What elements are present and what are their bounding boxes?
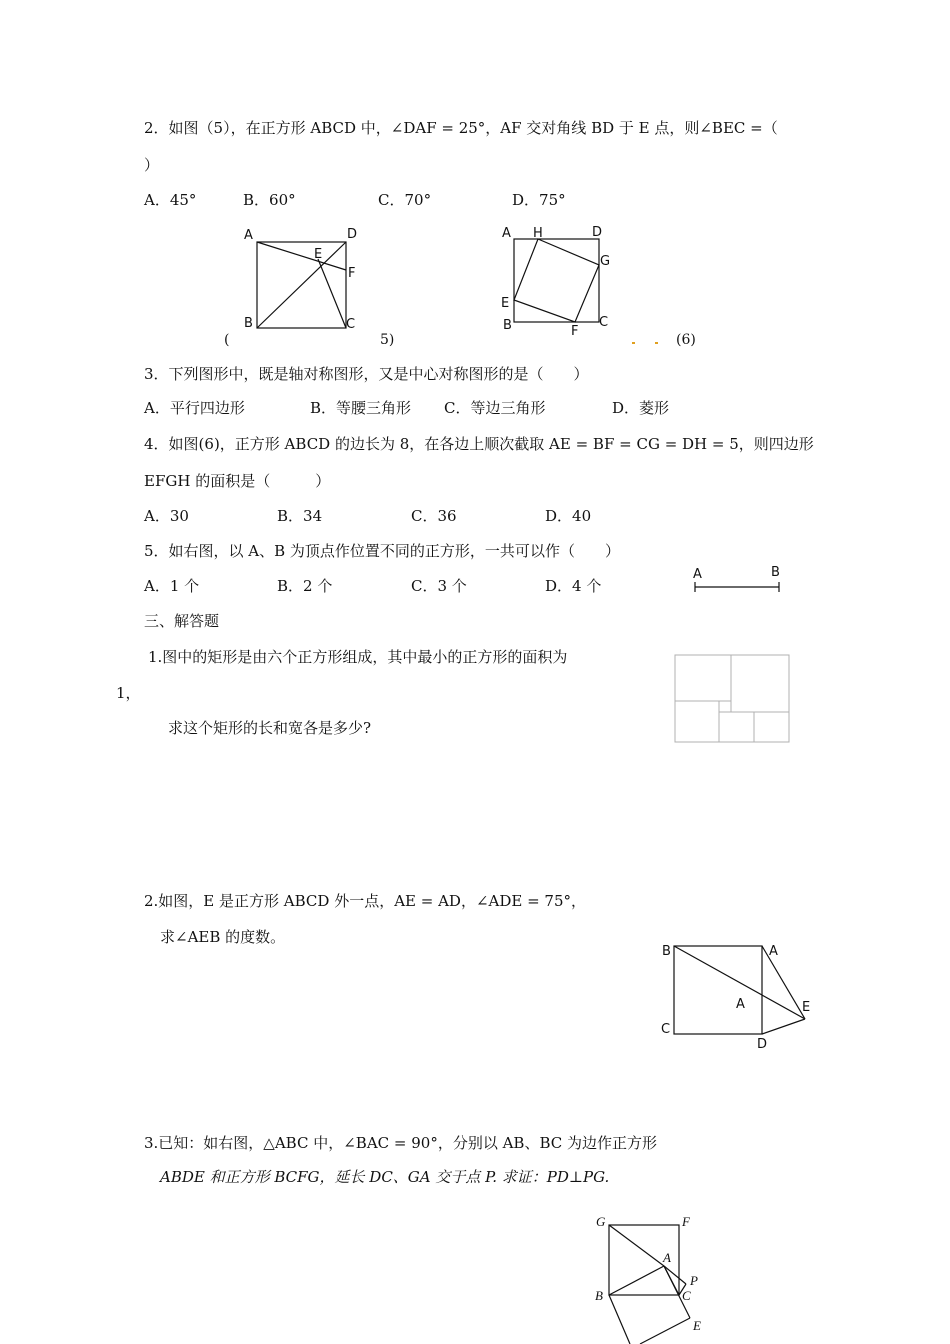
- q3-option-c: C．等边三角形: [444, 399, 546, 417]
- q3-text-line1: 3．下列图形中，既是轴对称图形，又是中心对称图形的是（ ）: [144, 365, 589, 383]
- a1-text-line1: 1.图中的矩形是由六个正方形组成，其中最小的正方形的面积为: [148, 648, 568, 666]
- decorative-dot: [632, 342, 635, 344]
- a2-text-line2: 求∠AEB 的度数。: [160, 928, 286, 946]
- a3-square-bcfg: [609, 1225, 679, 1295]
- a1-text-line3: 求这个矩形的长和宽各是多少?: [168, 719, 372, 737]
- a3-line-bd: [609, 1295, 630, 1344]
- q5-option-a: A．1 个: [144, 577, 200, 595]
- a3-line-ga: [609, 1225, 664, 1266]
- q4-text-line1: 4．如图(6)，正方形 ABCD 的边长为 8，在各边上顺次截取 AE = BF = CG = DH = 5，则四边形: [144, 435, 814, 453]
- a2-square: [674, 946, 762, 1034]
- decorative-dot: [655, 342, 658, 344]
- a3-label-a: A: [663, 1250, 671, 1265]
- a3-line-ae: [664, 1266, 690, 1318]
- q4-option-c: C．36: [411, 507, 457, 525]
- q5-option-b: B．2 个: [277, 577, 333, 595]
- q3-option-d: D．菱形: [612, 399, 670, 417]
- rect-outline: [675, 655, 789, 742]
- q4-option-d: D．40: [545, 507, 592, 525]
- fig5-caption-right: 5): [380, 332, 395, 348]
- fig6-label-a: A: [502, 226, 511, 241]
- q2-option-b: B．60°: [243, 191, 296, 209]
- a2-label-e: E: [802, 1000, 811, 1015]
- a3-text-line2: ABDE 和正方形 BCFG，延长 DC、GA 交于点 P. 求证：PD⊥PG.: [160, 1168, 610, 1186]
- fig5-label-d: D: [347, 227, 358, 242]
- q5-option-d: D．4 个: [545, 577, 602, 595]
- fig6-label-d: D: [592, 225, 603, 240]
- fig5-diagonal-bd: [257, 242, 346, 328]
- a3-line-cp: [679, 1284, 686, 1295]
- segment-label-b: B: [771, 565, 780, 580]
- fig6-label-e: E: [501, 296, 510, 311]
- a1-text-line2: 1，: [116, 684, 141, 702]
- segment-label-a: A: [693, 567, 702, 582]
- fig6-caption: (6): [676, 332, 696, 348]
- a2-text-line1: 2.如图，E 是正方形 ABCD 外一点，AE = AD，∠ADE = 75°，: [144, 892, 587, 910]
- a2-label-a-inner: A: [736, 997, 745, 1012]
- fig5-line-ec: [318, 259, 346, 328]
- fig6-label-h: H: [533, 226, 543, 241]
- section-title: 三、解答题: [144, 612, 220, 630]
- fig5-label-f: F: [348, 266, 356, 281]
- q4-option-b: B．34: [277, 507, 323, 525]
- a2-label-b: B: [662, 944, 671, 959]
- a2-line-ae: [762, 946, 805, 1019]
- fig5-caption-left: (: [224, 332, 230, 348]
- q4-text-line2: EFGH 的面积是（ ）: [144, 472, 331, 490]
- a2-label-c: C: [661, 1022, 671, 1037]
- fig5-label-a: A: [244, 228, 253, 243]
- a2-line-de: [762, 1019, 805, 1034]
- fig6-label-c: C: [599, 315, 609, 330]
- q2-option-d: D．75°: [512, 191, 566, 209]
- q2-text-line1: 2．如图（5），在正方形 ABCD 中，∠DAF = 25°，AF 交对角线 BD 于 E 点，则∠BEC =（: [144, 119, 778, 137]
- a2-label-a-top: A: [769, 944, 778, 959]
- a2-line-be: [674, 946, 805, 1019]
- fig6-inner-quad: [514, 239, 599, 322]
- q5-option-c: C．3 个: [411, 577, 467, 595]
- fig5-label-b: B: [244, 316, 253, 331]
- fig6-square: [514, 239, 599, 322]
- fig6-label-f: F: [571, 324, 579, 339]
- q3-option-b: B．等腰三角形: [310, 399, 412, 417]
- a3-label-g: G: [596, 1214, 606, 1229]
- a3-label-p: P: [690, 1273, 698, 1288]
- q2-option-a: A．45°: [144, 191, 197, 209]
- q2-text-line2: ）: [144, 156, 160, 174]
- a3-line-de: [640, 1318, 690, 1344]
- a3-label-f: F: [682, 1214, 690, 1229]
- a3-label-e: E: [693, 1318, 701, 1333]
- fig5-label-e: E: [314, 247, 323, 262]
- q5-text-line1: 5．如右图，以 A、B 为顶点作位置不同的正方形，一共可以作（ ）: [144, 542, 620, 560]
- a3-line-ac: [664, 1266, 679, 1295]
- q3-option-a: A．平行四边形: [144, 399, 245, 417]
- fig5-square: [257, 242, 346, 328]
- fig5-label-c: C: [346, 317, 356, 332]
- fig5-line-af: [257, 242, 346, 270]
- a3-line-ap: [664, 1266, 686, 1284]
- fig6-label-g: G: [600, 254, 611, 269]
- a3-label-b: B: [595, 1288, 603, 1303]
- a3-label-c: C: [682, 1288, 691, 1303]
- q4-option-a: A．30: [144, 507, 189, 525]
- a2-label-d: D: [757, 1037, 768, 1052]
- fig6-label-b: B: [503, 318, 512, 333]
- q2-option-c: C．70°: [378, 191, 432, 209]
- a3-text-line1: 3.已知：如右图，△ABC 中，∠BAC = 90°，分别以 AB、BC 为边作正方形: [144, 1134, 657, 1152]
- a3-line-ab: [609, 1266, 664, 1295]
